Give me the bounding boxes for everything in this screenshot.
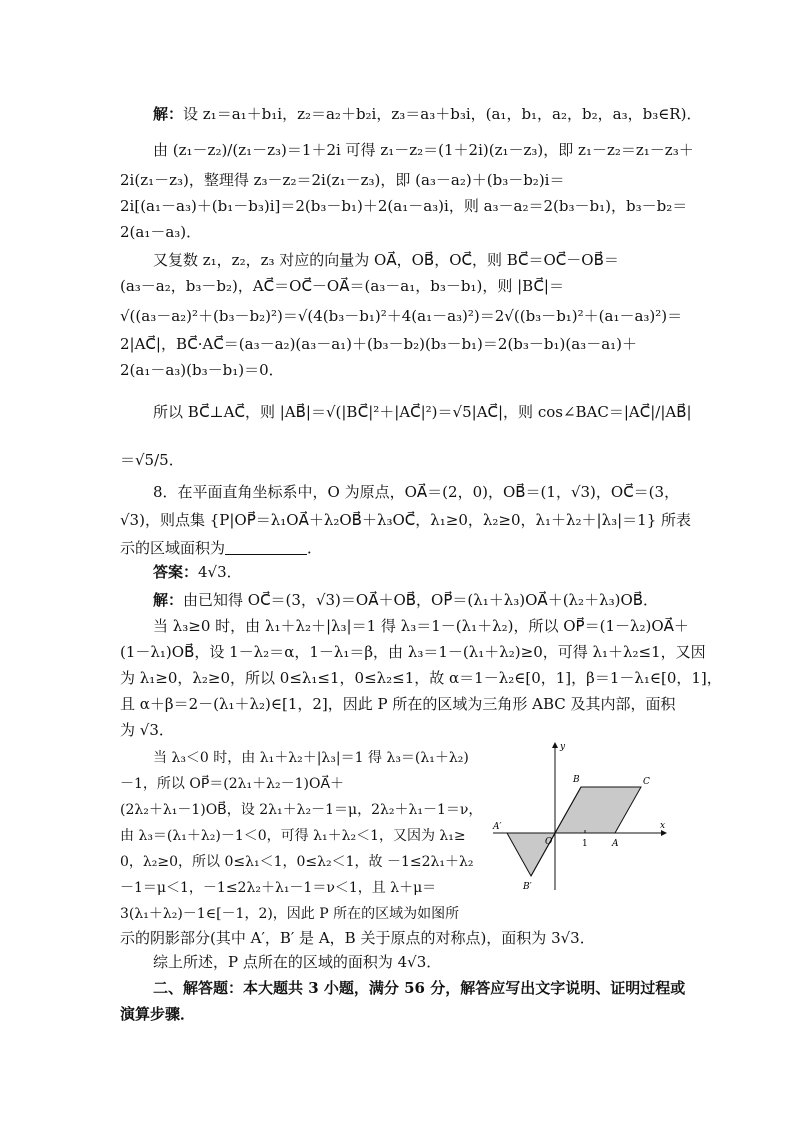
question-8: 8．在平面直角坐标系中，O 为原点，OA⃗＝(2，0)，OB⃗＝(1，√3)，OC⃗＝(3，: [153, 483, 680, 501]
label-one: 1: [582, 839, 588, 849]
label-A: A: [612, 839, 619, 849]
text-line: 当 λ₃≥0 时，由 λ₁＋λ₂＋|λ₃|＝1 得 λ₃＝1－(λ₁＋λ₂)，所以 OP⃗＝(1－λ₂)OA⃗＋: [153, 617, 689, 635]
coordinate-figure: [485, 740, 675, 895]
label-A-prime: A′: [493, 822, 502, 832]
text-line: 由 λ₃＝(λ₁＋λ₂)－1＜0，可得 λ₁＋λ₂＜1，又因为 λ₁≥: [120, 828, 466, 844]
text-line: 解：由已知得 OC⃗＝(3，√3)＝OA⃗＋OB⃗，OP⃗＝(λ₁＋λ₃)OA⃗＋(λ₂＋λ₃)OB⃗．: [153, 591, 659, 609]
text-line: 当 λ₃＜0 时，由 λ₁＋λ₂＋|λ₃|＝1 得 λ₃＝(λ₁＋λ₂): [153, 750, 469, 766]
text-line: 由 (z₁－z₂)/(z₁－z₃)＝1＋2i 可得 z₁－z₂＝(1＋2i)(z₁－z₃)，即 z₁－z₂＝z₁－z₃＋: [153, 141, 694, 159]
text-line: 示的阴影部分(其中 A′，B′ 是 A，B 关于原点的对称点)，面积为 3√3．: [120, 929, 595, 947]
text-line: 为 √3．: [120, 721, 174, 739]
answer-blank: [225, 540, 307, 555]
label-x: x: [660, 821, 666, 831]
label-B: B: [573, 775, 580, 785]
text-line: 2(a₁－a₃)(b₃－b₁)＝0．: [120, 361, 284, 379]
text-line: 2(a₁－a₃)．: [120, 223, 202, 241]
text-line: (a₃－a₂，b₃－b₂)，AC⃗＝OC⃗－OA⃗＝(a₃－a₁，b₃－b₁)，则 |BC⃗|＝: [120, 277, 564, 295]
label-y: y: [560, 742, 566, 752]
text-line: 又复数 z₁，z₂，z₃ 对应的向量为 OA⃗，OB⃗，OC⃗，则 BC⃗＝OC⃗－OB⃗＝: [153, 251, 619, 269]
section-heading: 演算步骤．: [120, 1005, 196, 1023]
text-line: 2|AC⃗|，BC⃗·AC⃗＝(a₃－a₂)(a₃－a₁)＋(b₃－b₂)(b₃－b₁)＝2(b₃－b₁)(a₃－a₁)＋: [120, 335, 638, 353]
text-line: √3)，则点集 {P|OP⃗＝λ₁OA⃗＋λ₂OB⃗＋λ₃OC⃗，λ₁≥0，λ₂≥0，λ₁＋λ₂＋|λ₃|＝1} 所表: [120, 511, 692, 529]
text-line: 所以 BC⃗⊥AC⃗，则 |AB⃗|＝√(|BC⃗|²＋|AC⃗|²)＝√5|AC⃗|，则 cos∠BAC＝|AC⃗|/|AB⃗|: [153, 403, 692, 421]
text-line: 3(λ₁＋λ₂)－1∈[－1，2)，因此 P 所在的区域为如图所: [120, 906, 460, 922]
y-axis-arrow: [552, 742, 558, 748]
text-line: 且 α＋β＝2－(λ₁＋λ₂)∈[1，2]，因此 P 所在的区域为三角形 ABC 及其内部，面积: [120, 695, 676, 713]
answer-line: 答案：4√3．: [153, 563, 242, 581]
text-line: 解：设 z₁＝a₁＋b₁i，z₂＝a₂＋b₂i，z₃＝a₃＋b₃i，(a₁，b₁，a₂，b₂，a₃，b₃∈R)．: [153, 105, 702, 123]
text-line: －1＝μ＜1，－1≤2λ₂＋λ₁－1＝ν＜1，且 λ＋μ＝: [120, 880, 437, 896]
text-line: ＝√5/5．: [120, 451, 184, 469]
text-line: －1，所以 OP⃗＝(2λ₁＋λ₂－1)OA⃗＋: [120, 776, 345, 792]
text-line: 2i(z₁－z₃)，整理得 z₃－z₂＝2i(z₁－z₃)，即 (a₃－a₂)＋(b₃－b₂)i＝: [120, 171, 565, 189]
section-heading: 二、解答题：本大题共 3 小题，满分 56 分，解答应写出文字说明、证明过程或: [153, 979, 686, 997]
text-line: (1－λ₁)OB⃗，设 1－λ₂＝α，1－λ₁＝β，由 λ₃＝1－(λ₁＋λ₂)≥0，可得 λ₁＋λ₂≤1，又因: [120, 643, 706, 661]
text-line: 综上所述，P 点所在的区域的面积为 4√3．: [153, 953, 442, 971]
text-line: 为 λ₁≥0，λ₂≥0，所以 0≤λ₁≤1，0≤λ₂≤1，故 α＝1－λ₂∈[0，1]，β＝1－λ₁∈[0，1]，: [120, 669, 722, 687]
text-line: 2i[(a₁－a₃)＋(b₁－b₃)i]＝2(b₃－b₁)＋2(a₁－a₃)i，则 a₃－a₂＝2(b₃－b₁)，b₃－b₂＝: [120, 197, 688, 215]
text-line: (2λ₂＋λ₁－1)OB⃗，设 2λ₁＋λ₂－1＝μ，2λ₂＋λ₁－1＝ν，: [120, 802, 483, 818]
label-C: C: [643, 777, 650, 787]
text-line: 示的区域面积为 ．: [120, 539, 323, 557]
label-O: O: [545, 837, 553, 847]
label-B-prime: B′: [523, 882, 532, 892]
text-line: √((a₃－a₂)²＋(b₃－b₂)²)＝√(4(b₃－b₁)²＋4(a₁－a₃)²)＝2√((b₃－b₁)²＋(a₁－a₃)²)＝: [120, 307, 683, 325]
text-line: 0，λ₂≥0，所以 0≤λ₁＜1，0≤λ₂＜1，故 －1≤2λ₁＋λ₂: [120, 854, 474, 870]
